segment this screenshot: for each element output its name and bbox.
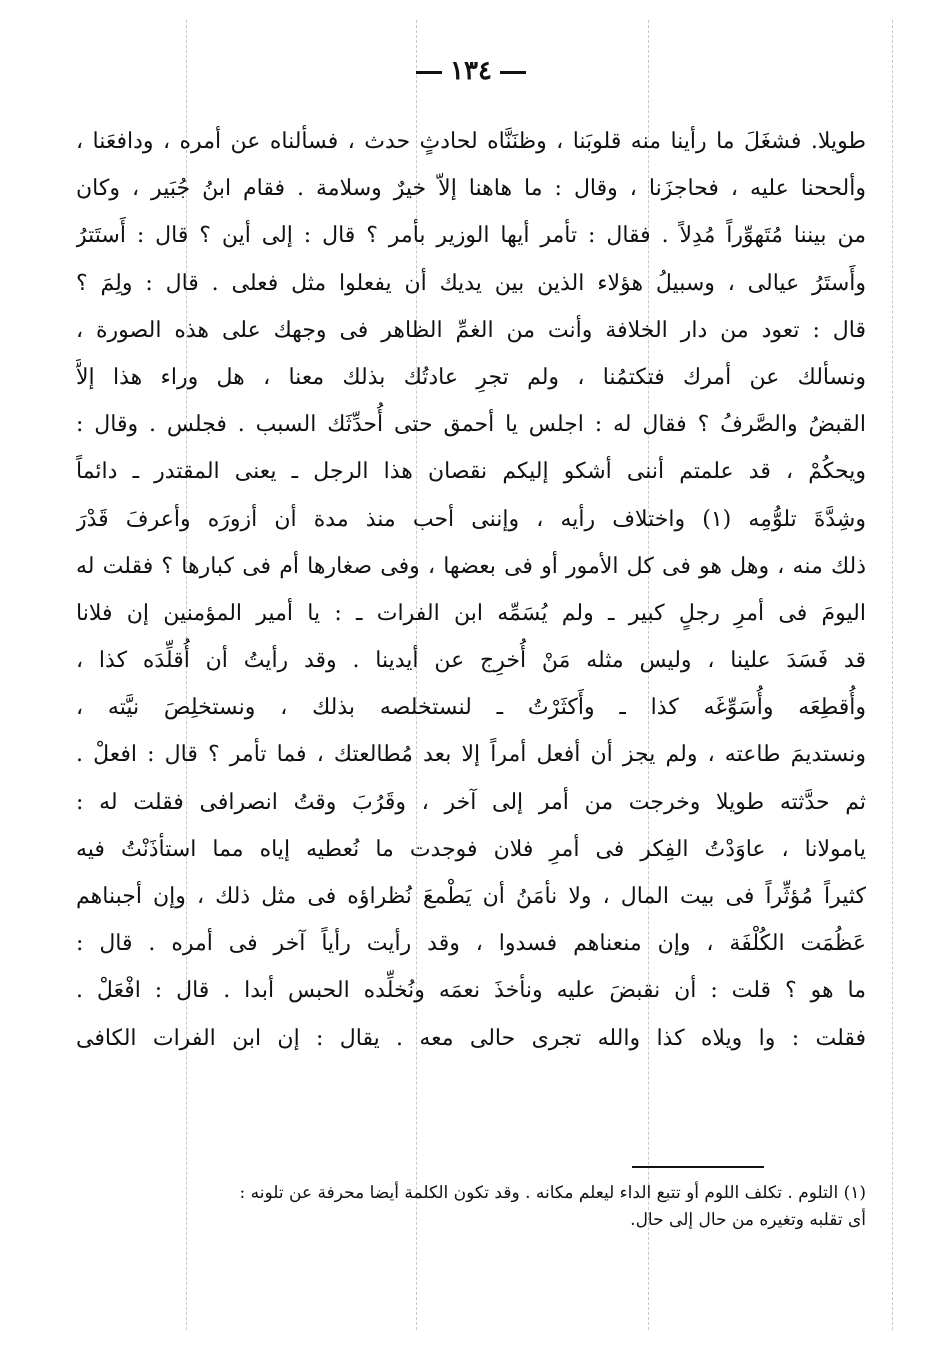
text-line: عَظُمَت الكُلْفَة ، وإن منعناهم فسدوا ، وقد رأيت رأياً آخر فى أمره . قال : (76, 931, 866, 957)
page-header (0, 56, 942, 86)
text-line: وألححنا عليه ، فحاجزَنا ، وقال : ما هاهنا إلاّ خيرٌ وسلامة . فقام ابنُ جُبَير ، وكان (76, 176, 866, 202)
text-line: ثم حدَّثته طويلا وخرجت من أمر إلى آخر ، وقَرُبَ وقتُ انصرافى فقلت له : (76, 789, 866, 815)
text-line: ويحكُمْ ، قد علمتم أننى أشكو إليكم نقصان هذا الرجل ـ يعنى المقتدر ـ دائماً (76, 459, 866, 485)
text-line: يامولانا ، عاوَدْتُ الفِكر فى أمرِ فلان فوجدت ما نُعطيه إياه مما استأذَنْتُ فيه (76, 836, 866, 862)
header-dash (416, 71, 442, 74)
text-line: ما هو ؟ قلت : أن نقبضَ عليه ونأخذَ نعمَه ونُخلِّده الحبس أبدا . قال : افْعَلْ . (76, 978, 866, 1004)
text-line: اليومَ فى أمرِ رجلٍ كبير ـ ولم يُسَمِّه ابن الفرات ـ : يا أمير المؤمنين إن فلانا (76, 600, 866, 626)
text-line: قد فَسَدَ علينا ، وليس مثله مَنْ أُخرِج عن أيدينا . وقد رأيتُ أن أُقلِّدَه كذا ، (76, 648, 866, 674)
text-line: ونستديمَ طاعته ، ولم يجز أن أفعل أمراً إلا بعد مُطالعتك ، فما تأمر ؟ قال : افعلْ . (76, 742, 866, 768)
text-line: كثيراً مُؤثِّراً فى بيت المال ، ولا نأمَنُ أن يَطْمعَ نُظراؤه فى مثل ذلك ، وإن أجبناهم (76, 884, 866, 909)
footnote-line: أى تقلبه وتغيره من حال إلى حال. (630, 1210, 866, 1230)
text-line: وأَستَرُ عيالى ، وسبيلُ هؤلاء الذين بين يديك أن يفعلوا مثل فعلى . قال : ولِمَ ؟ (76, 270, 866, 296)
text-line: ذلك منه ، وهل هو فى كل الأمور أو فى بعضها ، وفى صغارها أم فى كبارها ؟ فقلت له (76, 553, 866, 579)
text-line: وأُقطِعَه وأُسَوِّغَه كذا ـ وأَكثَرْتُ ـ لنستخلصه بذلك ، ونستخلِصَ نيَّته ، (76, 695, 866, 721)
text-line: قال : تعود من دار الخلافة وأنت من الغمِّ الظاهر فى وجهك على هذه الصورة ، (76, 317, 866, 343)
page-number: ١٣٤ (450, 56, 492, 86)
text-line: من بيننا مُتَهوِّراً مُدِلاً . فقال : تأمر أيها الوزير بأمر ؟ قال : إلى أين ؟ قال : أَستَترُ (76, 223, 866, 249)
body-text (76, 118, 866, 1062)
scan-guide-line (892, 20, 893, 1330)
text-line: طويلا. فشغَلَ ما رأينا منه قلوبَنا ، وظنَنَّاه لحادثٍ حدث ، فسألناه عن أمره ، ودافعَنا ، (76, 129, 866, 154)
header-dash (500, 71, 526, 74)
footnotes (76, 1180, 866, 1234)
text-line: القبضُ والصَّرفُ ؟ فقال له : اجلس يا أحمق حتى أُحدِّثَك السبب . فجلس . وقال : (76, 412, 866, 438)
text-line: فقلت : وا ويلاه كذا والله تجرى حالى معه . يقال : إن ابن الفرات الكافى (76, 1025, 866, 1051)
footnote-line: (١) التلوم . تكلف اللوم أو تتبع الداء ليعلم مكانه . وقد تكون الكلمة أيضا محرفة عن تلونه : (239, 1183, 866, 1203)
footnote-separator (632, 1166, 764, 1168)
text-line: ونسألك عن أمرك فتكتمُنا ، ولم تجرِ عادتُك بذلك معنا ، هل وراء هذا إلاَّ (76, 364, 866, 390)
text-line: وشِدَّةَ تلوُّمِه (١) واختلاف رأيه ، وإننى أحب منذ مدة أن أزورَه وأعرفَ قَدْرَ (76, 506, 866, 532)
